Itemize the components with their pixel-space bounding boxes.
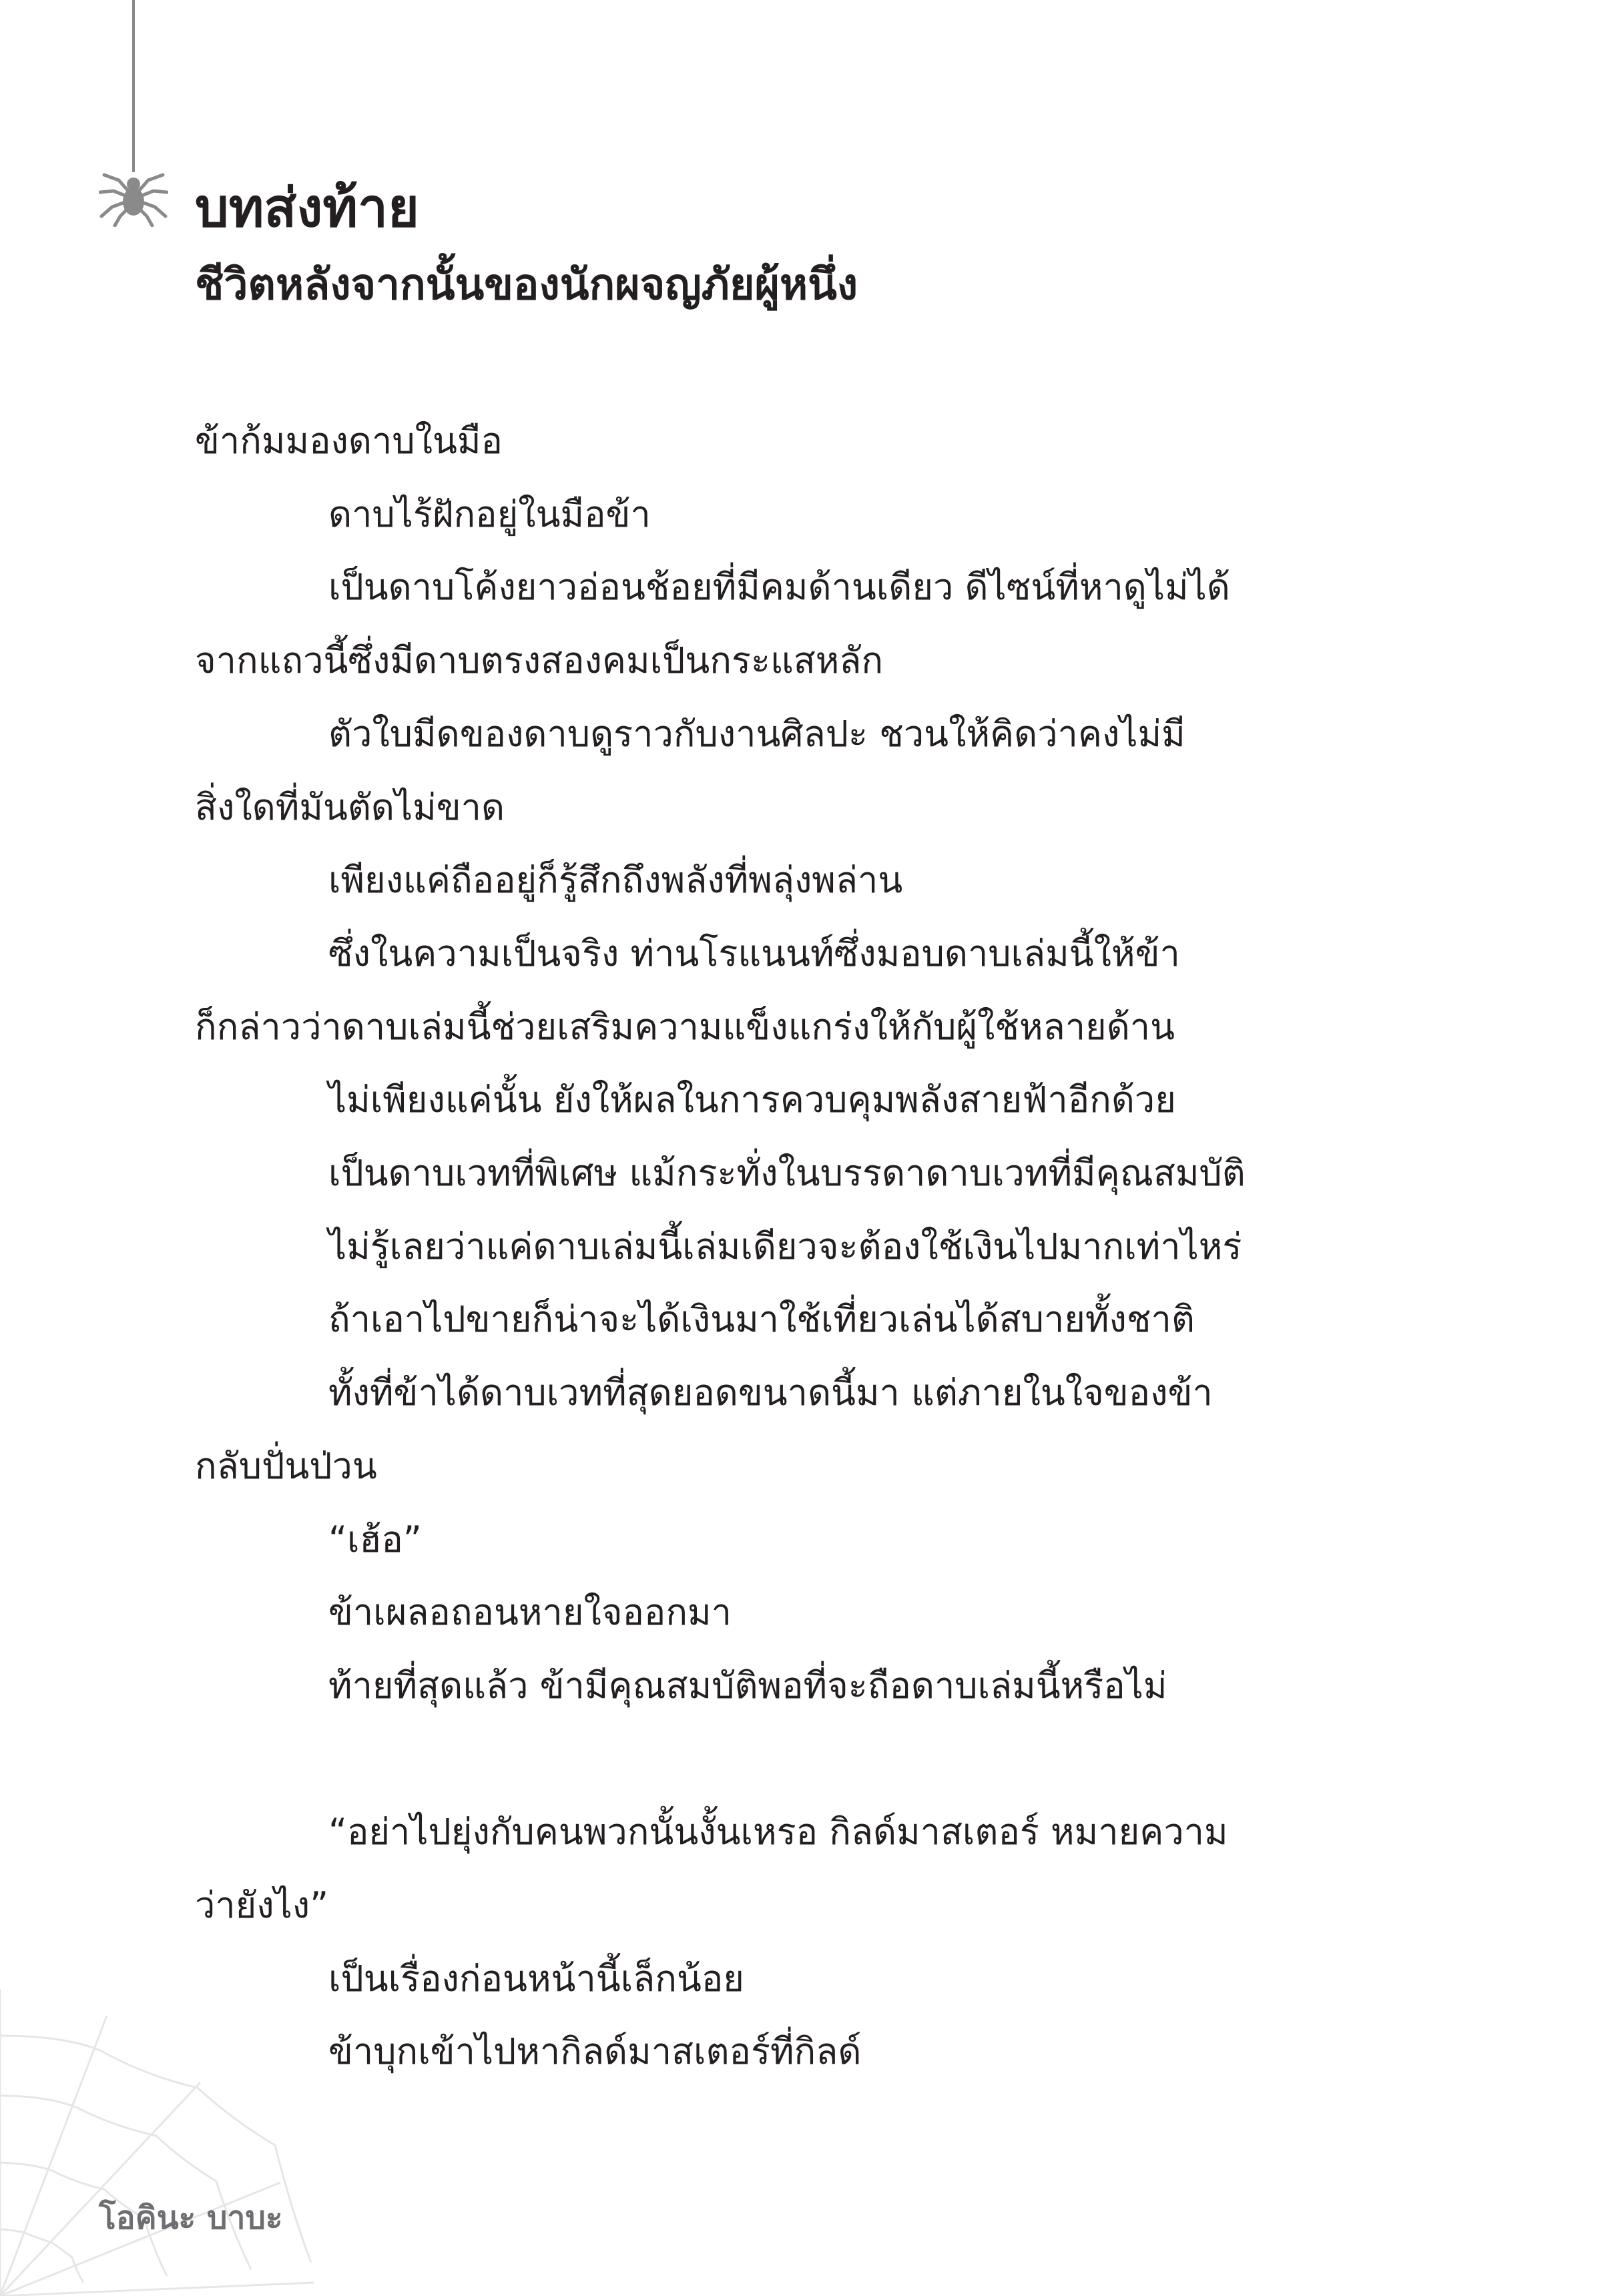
paragraph-line: ข้าเผลอถอนหายใจออกมา: [328, 1591, 732, 1634]
paragraph-line: กลับปั่นป่วน: [195, 1444, 377, 1487]
paragraph-line: ก็กล่าวว่าดาบเล่มนี้ช่วยเสริมความแข็งแกร่งให้กับผู้ใช้หลายด้าน: [195, 1005, 1175, 1048]
paragraph-line: “เฮ้อ”: [328, 1518, 422, 1560]
spider-thread: [132, 0, 135, 172]
paragraph-line: จากแถวนี้ซึ่งมีดาบตรงสองคมเป็นกระแสหลัก: [195, 639, 884, 682]
paragraph-line: ท้ายที่สุดแล้ว ข้ามีคุณสมบัติพอที่จะถือดาบเล่มนี้หรือไม่: [328, 1664, 1167, 1707]
paragraph-line: ตัวใบมีดของดาบดูราวกับงานศิลปะ ชวนให้คิดว่าคงไม่มี: [328, 712, 1185, 755]
paragraph-line: ว่ายังไง”: [195, 1884, 329, 1927]
chapter-title: บทส่งท้าย: [195, 177, 419, 239]
paragraph-line: ดาบไร้ฝักอยู่ในมือข้า: [328, 493, 651, 535]
paragraph-line: เพียงแค่ถืออยู่ก็รู้สึกถึงพลังที่พลุ่งพล่าน: [328, 859, 903, 902]
paragraph-line: ถ้าเอาไปขายก็น่าจะได้เงินมาใช้เที่ยวเล่นได้สบายทั้งชาติ: [328, 1298, 1195, 1341]
spider-web-decoration: [0, 1989, 314, 2296]
paragraph-line: “อย่าไปยุ่งกับคนพวกนั้นงั้นเหรอ กิลด์มาสเตอร์ หมายความ: [328, 1811, 1228, 1853]
paragraph-line: ไม่รู้เลยว่าแค่ดาบเล่มนี้เล่มเดียวจะต้องใช้เงินไปมากเท่าไหร่: [328, 1225, 1242, 1267]
spider-icon: [99, 168, 168, 227]
paragraph-line: ข้าบุกเข้าไปหากิลด์มาสเตอร์ที่กิลด์: [328, 2030, 862, 2073]
paragraph-line: ซึ่งในความเป็นจริง ท่านโรแนนท์ซึ่งมอบดาบเล่มนี้ให้ข้า: [328, 932, 1180, 974]
chapter-subtitle: ชีวิตหลังจากนั้นของนักผจญภัยผู้หนึ่ง: [195, 260, 858, 310]
paragraph-line: ไม่เพียงแค่นั้น ยังให้ผลในการควบคุมพลังสายฟ้าอีกด้วย: [328, 1079, 1176, 1121]
paragraph-line: เป็นเรื่องก่อนหน้านี้เล็กน้อย: [328, 1957, 744, 2000]
paragraph-line: ทั้งที่ข้าได้ดาบเวทที่สุดยอดขนาดนี้มา แต่ภายในใจของข้า: [328, 1372, 1213, 1414]
footer-author: โอคินะ บาบะ: [99, 2199, 283, 2237]
paragraph-line: เป็นดาบเวทที่พิเศษ แม้กระทั่งในบรรดาดาบเวทที่มีคุณสมบัติ: [328, 1152, 1246, 1195]
paragraph-line: เป็นดาบโค้งยาวอ่อนช้อยที่มีคมด้านเดียว ดีไซน์ที่หาดูไม่ได้: [328, 566, 1230, 609]
body-text: [195, 404, 1370, 2088]
paragraph-line: ข้าก้มมองดาบในมือ: [195, 420, 503, 462]
paragraph-line: สิ่งใดที่มันตัดไม่ขาด: [195, 786, 505, 828]
blank-line: [195, 1723, 1370, 1796]
